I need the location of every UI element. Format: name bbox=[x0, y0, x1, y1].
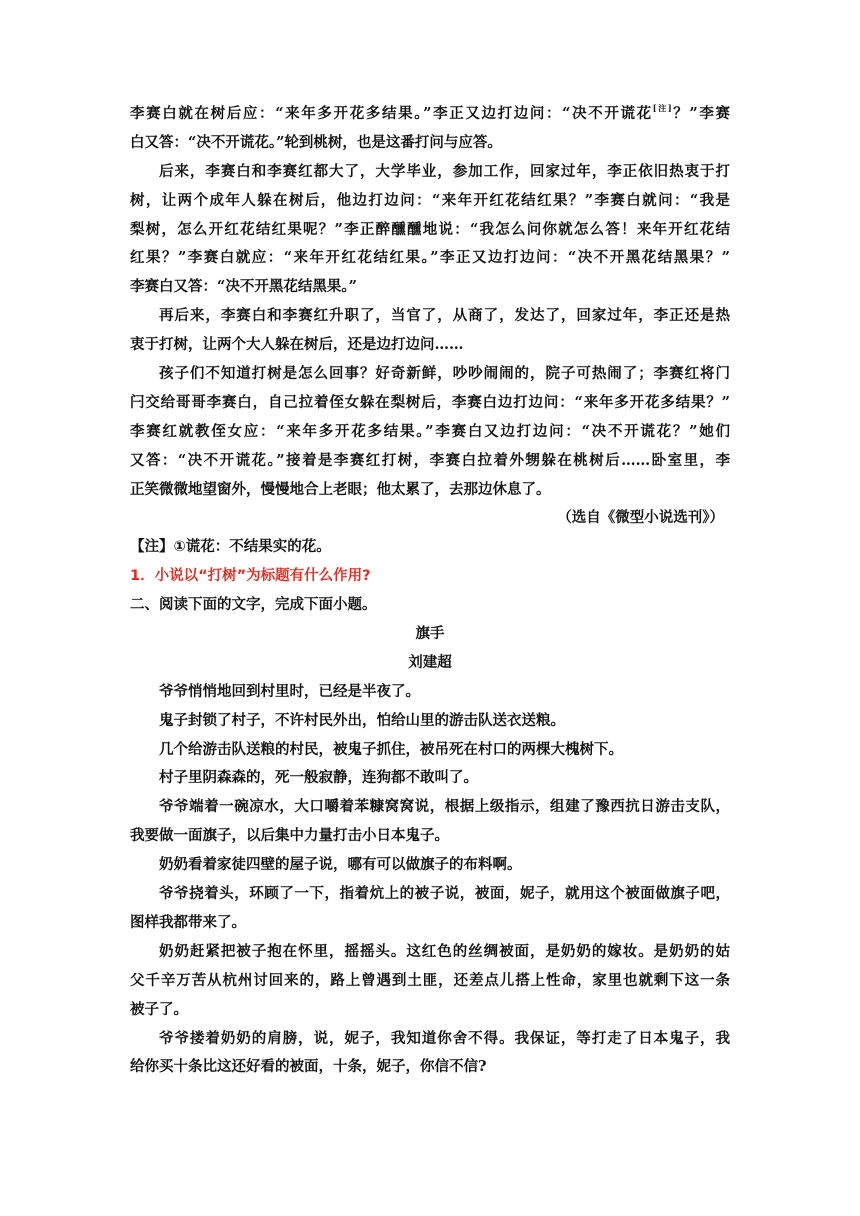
question-1: 1．小说以“打树”为标题有什么作用? bbox=[130, 568, 371, 585]
story1-line: 衷于打树，让两个大人躲在树后，还是边打边问…… bbox=[130, 336, 464, 354]
story-line: 奶奶赶紧把被子抱在怀里，摇摇头。这红色的丝绸被面，是奶奶的嫁妆。是奶奶的姑 bbox=[159, 942, 730, 960]
story-line: 村子里阴森森的，死一般寂静，连狗都不敢叫了。 bbox=[159, 769, 478, 787]
story-author: 刘建超 bbox=[408, 653, 452, 671]
story1-line: 后来，李赛白和李赛红都大了，大学毕业，参加工作，回家过年，李正依旧热衷于打 bbox=[159, 162, 730, 180]
document-page bbox=[130, 100, 730, 1082]
story-title: 旗手 bbox=[415, 625, 445, 643]
story-line: 图样我都带来了。 bbox=[130, 913, 246, 931]
story1-line: 白又答：“决不开谎花。”轮到桃树，也是这番打问与应答。 bbox=[130, 133, 502, 151]
story1-line: 闩交给哥哥李赛白，自己拉着侄女躲在梨树后，李赛白边打边问：“来年多开花多结果？” bbox=[130, 393, 730, 411]
story-line: 被子了。 bbox=[130, 1000, 188, 1018]
story-line: 爷爷端着一碗凉水，大口嚼着苯糠窝窝说，根据上级指示，组建了豫西抗日游击支队， bbox=[159, 798, 730, 816]
story1-line: 正笑微微地望窗外，慢慢地合上老眼；他太累了，去那边休息了。 bbox=[130, 480, 551, 498]
story-body bbox=[130, 678, 730, 1082]
story1-line: 李赛白就在树后应：“来年多开花多结果。”李正又边打边问：“决不开谎花[注]？”李赛 bbox=[130, 103, 730, 122]
story1-line: 李赛白又答：“决不开黑花结黑果。” bbox=[130, 278, 357, 296]
story-line: 鬼子封锁了村子，不许村民外出，怕给山里的游击队送衣送粮。 bbox=[159, 711, 565, 729]
story1-line: 梨树，怎么开红花结红果呢？”李正醉醺醺地说：“我怎么问你就怎么答！来年开红花结 bbox=[130, 220, 730, 238]
story-line: 几个给游击队送粮的村民，被鬼子抓住，被吊死在村口的两棵大槐树下。 bbox=[159, 740, 623, 758]
story1-line: 红果？”李赛白就应：“来年开红花结红果。”李正又边打边问：“决不开黑花结黑果？” bbox=[130, 249, 730, 267]
story1-line: 孩子们不知道打树是怎么回事？好奇新鲜，吵吵闹闹的，院子可热闹了；李赛红将门 bbox=[159, 365, 730, 383]
story-line: 爷爷悄悄地回到村里时，已经是半夜了。 bbox=[159, 682, 420, 700]
story1-line: 再后来，李赛白和李赛红升职了，当官了，从商了，发达了，回家过年，李正还是热 bbox=[159, 307, 730, 325]
story-line: 父千辛万苦从杭州讨回来的，路上曾遇到土匪，还差点儿搭上性命，家里也就剩下这一条 bbox=[130, 971, 730, 989]
section-2-header: 二、阅读下面的文字，完成下面小题。 bbox=[130, 597, 377, 614]
story-line: 给你买十条比这还好看的被面，十条，妮子，你信不信? bbox=[130, 1058, 487, 1076]
footnote: 【注】①谎花：不结果实的花。 bbox=[130, 539, 331, 556]
story1-line: 又答：“决不开谎花。”接着是李赛红打树，李赛白拉着外甥躲在桃树后……卧室里，李 bbox=[130, 451, 730, 469]
story-line: 爷爷挠着头，环顾了一下，指着炕上的被子说，被面，妮子，就用这个被面做旗子吧， bbox=[159, 885, 730, 903]
story1-line: 李赛红就教侄女应：“来年多开花多结果。”李赛白又边打边问：“决不开谎花？”她们 bbox=[130, 422, 730, 440]
story-line: 我要做一面旗子，以后集中力量打击小日本鬼子。 bbox=[130, 827, 449, 845]
source-citation: （选自《微型小说选刊》） bbox=[557, 509, 724, 527]
story1-line: 树，让两个成年人躲在树后，他边打边问：“来年开红花结红果？”李赛白就问：“我是 bbox=[130, 191, 730, 209]
footnote-marker: [注] bbox=[652, 103, 672, 113]
story-line: 爷爷搂着奶奶的肩膀，说，妮子，我知道你舍不得。我保证，等打走了日本鬼子，我 bbox=[159, 1029, 730, 1047]
story-line: 奶奶看着家徒四壁的屋子说，哪有可以做旗子的布料啊。 bbox=[159, 856, 522, 874]
